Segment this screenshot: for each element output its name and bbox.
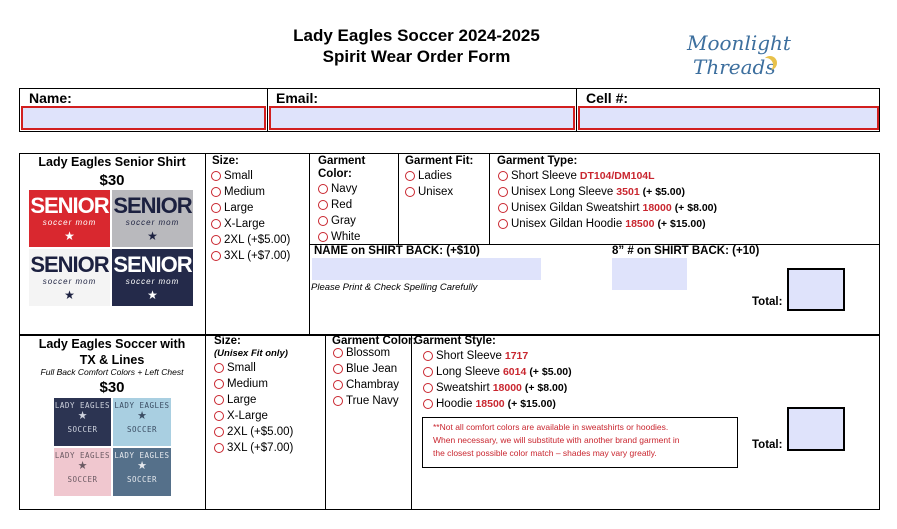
option-label: Hoodie — [436, 398, 473, 410]
shirt-white — [29, 249, 110, 306]
texas-star-icon: ★ — [147, 229, 158, 243]
texas-star-icon: ★ — [77, 460, 88, 472]
type-option-hoodie[interactable] — [498, 216, 717, 232]
option-label: Unisex — [418, 186, 454, 198]
shirt-sub: soccer mom — [125, 218, 180, 227]
tx-total-field[interactable] — [787, 407, 845, 451]
print-note: Please Print & Check Spelling Carefully — [311, 282, 478, 293]
color-option-chambray[interactable] — [333, 377, 399, 393]
option-label: 2XL (+$5.00) — [224, 234, 291, 246]
moonlight-threads-logo — [683, 26, 791, 86]
option-label: White — [331, 231, 361, 243]
cell-label: Cell #: — [586, 90, 629, 106]
radio-icon[interactable] — [318, 184, 328, 194]
shirt-top-text: LADY EAGLES — [54, 451, 111, 460]
color-option-blue-jean[interactable] — [333, 361, 399, 377]
radio-icon[interactable] — [405, 171, 415, 181]
shirt-chambray — [113, 398, 171, 446]
option-label: 3XL (+$7.00) — [224, 250, 291, 262]
size-option-2xl[interactable] — [214, 424, 293, 440]
upcharge: (+ $8.00) — [524, 382, 568, 394]
radio-icon[interactable] — [318, 216, 328, 226]
option-label: Unisex Gildan Hoodie — [511, 218, 623, 230]
option-label: 2XL (+$5.00) — [227, 426, 294, 438]
senior-size-label: Size: — [212, 155, 239, 167]
radio-icon[interactable] — [211, 219, 221, 229]
shirt-bottom-text: SOCCER — [126, 425, 158, 434]
option-label: Small — [227, 362, 256, 374]
radio-icon[interactable] — [214, 363, 224, 373]
upcharge: (+ $8.00) — [674, 202, 718, 214]
radio-icon[interactable] — [423, 383, 433, 393]
radio-icon[interactable] — [423, 351, 433, 361]
shirt-blue-jean — [113, 448, 171, 496]
logo-text-bottom: Threads — [693, 55, 776, 79]
radio-icon[interactable] — [211, 187, 221, 197]
radio-icon[interactable] — [318, 232, 328, 242]
upcharge: (+ $5.00) — [529, 366, 572, 378]
radio-icon[interactable] — [214, 411, 224, 421]
radio-icon[interactable] — [498, 187, 508, 197]
tx-style-options — [423, 348, 572, 412]
shirt-bottom-text: SOCCER — [67, 425, 98, 434]
shirt-sub: soccer mom — [125, 277, 180, 286]
style-option-sweatshirt[interactable] — [423, 380, 572, 396]
option-label: Short Sleeve — [511, 170, 577, 182]
senior-total-label: Total: — [752, 296, 783, 308]
texas-star-icon: ★ — [77, 410, 88, 422]
comfort-colors-note — [422, 417, 738, 468]
senior-fit-label: Garment Fit: — [405, 155, 474, 167]
texas-star-icon: ★ — [147, 288, 158, 302]
size-option-small[interactable] — [211, 168, 290, 184]
option-label: Unisex Long Sleeve — [511, 186, 614, 198]
tx-shirt-price: $30 — [99, 379, 125, 396]
size-option-2xl[interactable] — [211, 232, 290, 248]
name-field[interactable] — [21, 106, 266, 130]
shirt-word: SENIOR — [113, 252, 192, 277]
moon-icon — [759, 58, 773, 72]
size-option-medium[interactable] — [211, 184, 290, 200]
color-label-line2: Color: — [318, 168, 352, 180]
type-option-long-sleeve[interactable] — [498, 184, 717, 200]
upcharge: (+ $5.00) — [642, 186, 685, 198]
shirt-red — [29, 190, 110, 247]
tx-title-line2: TX & Lines — [79, 353, 145, 367]
tx-shirt-image — [54, 398, 171, 496]
note-line: **Not all comfort colors are available in sweatshirts or hoodies. — [433, 422, 669, 432]
option-label: Blossom — [346, 347, 391, 359]
note-line: the closest possible color match – shades may vary greatly. — [433, 448, 657, 458]
option-label: True Navy — [346, 395, 399, 407]
radio-icon[interactable] — [211, 203, 221, 213]
option-label: Large — [224, 202, 254, 214]
fit-option-unisex[interactable] — [405, 184, 453, 200]
radio-icon[interactable] — [211, 171, 221, 181]
product-code: 18500 — [475, 398, 505, 410]
senior-total-field[interactable] — [787, 268, 845, 311]
tx-shirt-title — [22, 336, 202, 368]
tx-color-label: Garment Color: — [332, 335, 417, 347]
shirt-top-text: LADY EAGLES — [114, 401, 170, 410]
radio-icon[interactable] — [214, 395, 224, 405]
radio-icon[interactable] — [214, 427, 224, 437]
texas-star-icon: ★ — [64, 288, 75, 302]
product-code: 18000 — [642, 202, 672, 214]
size-option-medium[interactable] — [214, 376, 293, 392]
color-option-true-navy[interactable] — [333, 393, 399, 409]
divider — [325, 335, 326, 510]
email-field[interactable] — [269, 106, 575, 130]
style-option-short-sleeve[interactable] — [423, 348, 572, 364]
color-option-white[interactable] — [318, 229, 360, 245]
option-label: X-Large — [227, 410, 268, 422]
option-label: Chambray — [346, 379, 400, 391]
radio-icon[interactable] — [333, 396, 343, 406]
radio-icon[interactable] — [318, 200, 328, 210]
shirt-navy — [112, 249, 193, 306]
radio-icon[interactable] — [333, 348, 343, 358]
divider — [205, 335, 206, 510]
style-option-long-sleeve[interactable] — [423, 364, 572, 380]
radio-icon[interactable] — [423, 399, 433, 409]
texas-star-icon: ★ — [137, 460, 147, 472]
radio-icon[interactable] — [211, 251, 221, 261]
divider — [489, 153, 490, 244]
radio-icon[interactable] — [214, 443, 224, 453]
shirt-word: SENIOR — [113, 193, 192, 218]
product-code: 1717 — [504, 350, 529, 362]
tx-total-label: Total: — [752, 439, 783, 451]
senior-shirt-title: Lady Eagles Senior Shirt — [38, 155, 186, 169]
tx-title-line1: Lady Eagles Soccer with — [38, 337, 186, 351]
back-name-label: NAME on SHIRT BACK: (+$10) — [314, 245, 480, 257]
radio-icon[interactable] — [214, 379, 224, 389]
radio-icon[interactable] — [405, 187, 415, 197]
tx-shirt-subtitle: Full Back Comfort Colors + Left Chest — [40, 367, 184, 377]
size-option-large[interactable] — [211, 200, 290, 216]
option-label: Medium — [227, 378, 268, 390]
senior-fit-options — [405, 168, 453, 200]
texas-star-icon: ★ — [64, 229, 75, 243]
form-title: Lady Eagles Soccer 2024-2025 — [293, 26, 540, 45]
size-option-3xl[interactable] — [214, 440, 293, 456]
senior-color-label — [318, 155, 365, 181]
option-label: Sweatshirt — [436, 382, 490, 394]
radio-icon[interactable] — [498, 171, 508, 181]
option-label: Navy — [331, 183, 358, 195]
senior-shirt-price: $30 — [99, 172, 125, 189]
back-name-field[interactable] — [312, 258, 541, 280]
size-option-large[interactable] — [214, 392, 293, 408]
shirt-sub: soccer mom — [42, 218, 97, 227]
tx-color-options — [333, 345, 399, 409]
email-label: Email: — [276, 90, 319, 106]
radio-icon[interactable] — [333, 380, 343, 390]
style-option-hoodie[interactable] — [423, 396, 572, 412]
divider — [411, 335, 412, 510]
option-label: Gray — [331, 215, 356, 227]
option-label: Large — [227, 394, 257, 406]
tx-size-options — [214, 360, 293, 456]
shirt-word: SENIOR — [30, 252, 109, 277]
option-label: Small — [224, 170, 253, 182]
radio-icon[interactable] — [423, 367, 433, 377]
size-option-small[interactable] — [214, 360, 293, 376]
size-option-3xl[interactable] — [211, 248, 290, 264]
tx-size-label: Size: — [214, 335, 241, 347]
radio-icon[interactable] — [498, 203, 508, 213]
option-label: 3XL (+$7.00) — [227, 442, 294, 454]
color-label-line1: Garment — [318, 155, 366, 167]
size-option-xlarge[interactable] — [214, 408, 293, 424]
tx-size-note: (Unisex Fit only) — [214, 348, 288, 359]
color-option-blossom[interactable] — [333, 345, 399, 361]
radio-icon[interactable] — [498, 219, 508, 229]
shirt-true-navy — [54, 398, 111, 446]
divider — [267, 88, 268, 132]
shirt-top-text: LADY EAGLES — [54, 401, 111, 410]
type-option-short-sleeve[interactable] — [498, 168, 717, 184]
divider — [398, 153, 399, 244]
back-number-field[interactable] — [612, 258, 687, 290]
fit-option-ladies[interactable] — [405, 168, 453, 184]
texas-star-icon: ★ — [137, 410, 147, 422]
size-option-xlarge[interactable] — [211, 216, 290, 232]
product-code: 18000 — [492, 382, 522, 394]
logo-text-top: Moonlight — [687, 31, 791, 55]
product-code: 3501 — [616, 186, 640, 198]
divider — [576, 88, 577, 132]
option-label: Blue Jean — [346, 363, 398, 375]
upcharge: (+ $15.00) — [657, 218, 706, 230]
option-label: Red — [331, 199, 353, 211]
senior-shirt-image — [29, 190, 193, 306]
cell-field[interactable] — [578, 106, 879, 130]
shirt-bottom-text: SOCCER — [126, 475, 158, 484]
product-code: DT104/DM104L — [579, 170, 655, 182]
shirt-blossom — [54, 448, 111, 496]
product-code: 18500 — [625, 218, 655, 230]
back-number-label: 8” # on SHIRT BACK: (+10) — [612, 245, 760, 257]
form-subtitle: Spirit Wear Order Form — [322, 47, 511, 66]
option-label: Long Sleeve — [436, 366, 500, 378]
radio-icon[interactable] — [211, 235, 221, 245]
note-line: When necessary, we will substitute with another brand garment in — [433, 435, 680, 445]
option-label: X-Large — [224, 218, 265, 230]
shirt-top-text: LADY EAGLES — [114, 451, 170, 460]
shirt-bottom-text: SOCCER — [67, 475, 98, 484]
senior-type-options — [498, 168, 717, 232]
option-label: Short Sleeve — [436, 350, 502, 362]
product-code: 6014 — [502, 366, 527, 378]
color-option-red[interactable] — [318, 197, 360, 213]
option-label: Unisex Gildan Sweatshirt — [511, 202, 640, 214]
senior-type-label: Garment Type: — [497, 155, 578, 167]
option-label: Ladies — [418, 170, 452, 182]
option-label: Medium — [224, 186, 265, 198]
tx-style-label: Garment Style: — [414, 335, 496, 347]
shirt-sub: soccer mom — [42, 277, 97, 286]
color-option-gray[interactable] — [318, 213, 360, 229]
senior-color-options — [318, 181, 360, 245]
shirt-gray — [112, 190, 193, 247]
divider — [205, 153, 206, 335]
upcharge: (+ $15.00) — [507, 398, 556, 410]
senior-size-options — [211, 168, 290, 264]
color-option-navy[interactable] — [318, 181, 360, 197]
name-label: Name: — [29, 90, 72, 106]
radio-icon[interactable] — [333, 364, 343, 374]
type-option-sweatshirt[interactable] — [498, 200, 717, 216]
shirt-word: SENIOR — [30, 193, 109, 218]
